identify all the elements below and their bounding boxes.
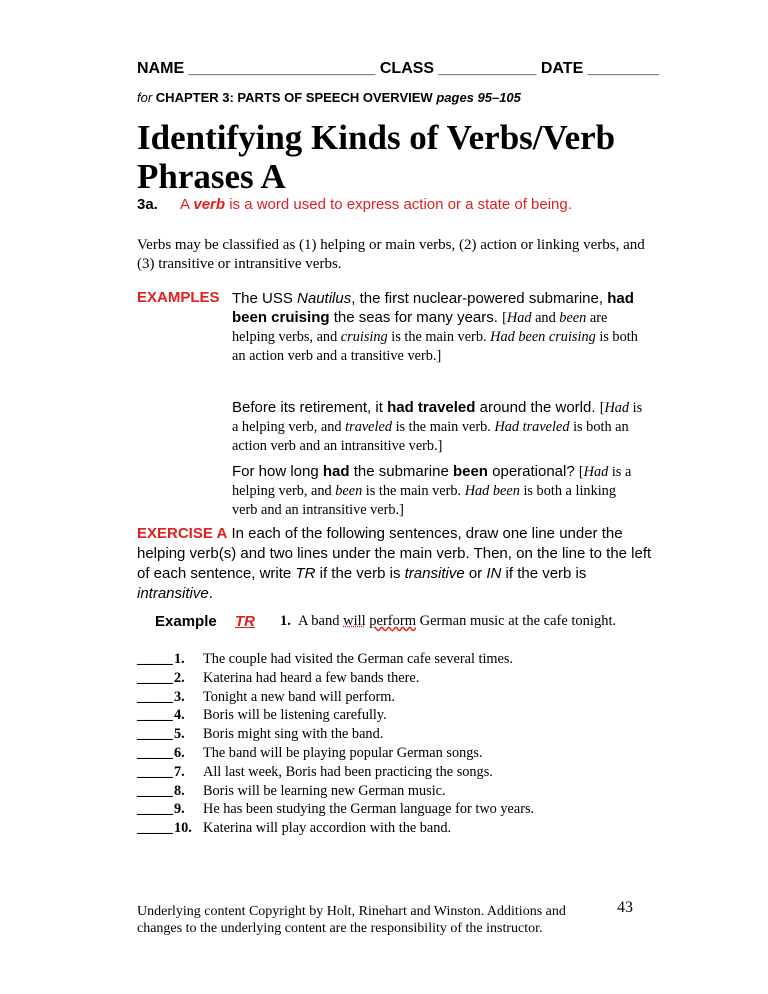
ex2-e3: is a helping verb, and <box>232 400 643 435</box>
page-title: Identifying Kinds of Verbs/Verb Phrases A <box>137 118 616 196</box>
ex2-e2: Had <box>604 400 630 416</box>
item-text: Katerina had heard a few bands there. <box>203 669 420 686</box>
chapter-line <box>137 90 521 105</box>
page-number: 43 <box>617 899 633 916</box>
example-1 <box>232 289 644 366</box>
ex3-e4: been <box>335 483 363 499</box>
item-number: 1. <box>174 651 185 667</box>
exercise-instructions <box>137 524 653 604</box>
item-number: 4. <box>174 707 185 724</box>
example-pre: A band <box>298 613 344 629</box>
list-item <box>137 745 657 764</box>
rule-statement <box>180 196 572 213</box>
exercise-t4: if the verb is <box>501 565 587 582</box>
ex1-e3: and <box>531 310 560 326</box>
example-2 <box>232 398 644 456</box>
example-label: Example <box>155 613 217 630</box>
ex1-text-c: the seas for many years. <box>329 309 503 326</box>
item-text: All last week, Boris had been practicing the songs. <box>203 763 493 780</box>
example-sentence <box>298 613 616 630</box>
answer-blank[interactable]: _____ <box>137 688 173 705</box>
ex3-e7: is both a linking verb and an intransitive verb.] <box>232 483 616 518</box>
ex1-ship: Nautilus <box>297 290 352 307</box>
ex1-e1: [ <box>502 310 507 326</box>
answer-blank[interactable]: _____ <box>137 820 173 837</box>
rule-post: is a word used to express action or a state of being. <box>225 196 572 213</box>
ex2-e6: Had traveled <box>494 419 570 435</box>
header-fields: NAME _____________________ CLASS ___________ DATE ________ <box>137 60 659 77</box>
exercise-t3: or <box>464 565 487 582</box>
rule-pre: A <box>180 196 194 213</box>
ex1-e7: is the main verb. <box>387 329 491 345</box>
example-main-verb: perform <box>369 613 416 629</box>
ex2-e7: is both an action verb and an intransitive verb.] <box>232 419 629 454</box>
item-number: 8. <box>174 782 185 799</box>
exercise-in: IN <box>486 565 502 582</box>
ex3-text-b: the submarine <box>349 463 453 480</box>
item-number: 9. <box>174 801 185 818</box>
list-item <box>137 764 657 783</box>
exercise-label: EXERCISE A <box>137 525 228 542</box>
ex2-e5: is the main verb. <box>392 419 495 435</box>
item-text: The band will be playing popular German songs. <box>203 744 483 761</box>
list-item <box>137 726 657 745</box>
answer-blank[interactable]: _____ <box>137 726 173 743</box>
ex1-text-a: The USS <box>232 290 298 307</box>
exercise-transitive: transitive <box>404 565 465 582</box>
ex1-e5: are helping verbs, and <box>232 310 608 345</box>
chapter-name: CHAPTER 3: PARTS OF SPEECH OVERVIEW <box>155 90 433 105</box>
examples-label: EXAMPLES <box>137 289 220 306</box>
answer-blank[interactable]: _____ <box>137 707 173 724</box>
ex3-e6: Had been <box>464 483 520 499</box>
exercise-t2: if the verb is <box>315 565 405 582</box>
exercise-items <box>137 651 657 839</box>
example-3 <box>232 462 644 520</box>
ex3-text-c: operational? <box>487 463 579 480</box>
item-text: Boris might sing with the band. <box>203 726 384 743</box>
exercise-intransitive: intransitive <box>137 585 209 602</box>
ex3-e3: is a helping verb, and <box>232 464 632 499</box>
item-number: 10. <box>174 820 192 837</box>
ex3-e1: [ <box>578 464 584 480</box>
ex2-text-a: Before its retirement, it <box>232 399 388 416</box>
list-item <box>137 707 657 726</box>
example-3-sentence <box>232 463 579 480</box>
ex2-text-b: around the world. <box>475 399 600 416</box>
answer-blank[interactable]: _____ <box>137 669 173 686</box>
answer-blank[interactable]: _____ <box>137 744 173 761</box>
example-row <box>155 613 655 635</box>
item-text: He has been studying the German language for two years. <box>203 801 535 818</box>
copyright-footer: Underlying content Copyright by Holt, Rinehart and Winston. Additions and changes to the underlying content are the responsibility of the instructor. <box>137 904 566 936</box>
ex3-verb-2: been <box>452 463 488 480</box>
ex1-verb: had been cruising <box>232 290 634 326</box>
ex3-verb-1: had <box>322 463 350 480</box>
item-number: 7. <box>174 763 185 780</box>
ex3-e2: Had <box>583 464 609 480</box>
example-post: German music at the cafe tonight. <box>416 613 617 629</box>
exercise-t1: In each of the following sentences, draw one line under the helping verb(s) and two lines under the main verb. Then, on the line to the left of each sentence, write <box>137 525 652 582</box>
answer-blank[interactable]: _____ <box>137 651 173 667</box>
example-number: 1. <box>280 613 291 629</box>
list-item <box>137 820 657 839</box>
item-text: Katerina will play accordion with the band. <box>203 820 452 837</box>
example-helping-verb: will <box>343 613 366 629</box>
ex2-verb: had traveled <box>387 399 476 416</box>
ex1-text-b: , the first nuclear-powered submarine, <box>351 290 608 307</box>
list-item <box>137 801 657 820</box>
ex1-e6: cruising <box>340 329 388 345</box>
list-item <box>137 783 657 802</box>
ex1-e2: Had <box>506 310 532 326</box>
for-prefix: for <box>137 90 153 105</box>
example-answer: TR <box>235 613 255 630</box>
item-text: Boris will be listening carefully. <box>203 707 387 724</box>
intro-paragraph: Verbs may be classified as (1) helping or main verbs, (2) action or linking verbs, and (3) transitive or intransitive verbs. <box>137 237 645 272</box>
page-range: pages 95–105 <box>436 90 521 105</box>
item-number: 6. <box>174 744 185 761</box>
item-number: 2. <box>174 669 185 686</box>
ex1-e4: been <box>559 310 587 326</box>
item-text: Tonight a new band will perform. <box>203 688 395 705</box>
exercise-t5: . <box>208 585 213 602</box>
answer-blank[interactable]: _____ <box>137 763 173 780</box>
rule-number: 3a. <box>137 196 158 213</box>
list-item <box>137 689 657 708</box>
example-2-sentence <box>232 399 600 416</box>
ex2-e1: [ <box>599 400 605 416</box>
answer-blank[interactable]: _____ <box>137 801 173 818</box>
list-item <box>137 651 657 670</box>
ex3-text-a: For how long <box>232 463 323 480</box>
list-item <box>137 670 657 689</box>
item-text: Boris will be learning new German music. <box>203 782 446 799</box>
ex2-e4: traveled <box>345 419 392 435</box>
exercise-tr: TR <box>295 565 316 582</box>
rule-term: verb <box>193 196 226 213</box>
ex3-e5: is the main verb. <box>362 483 465 499</box>
item-number: 3. <box>174 688 185 705</box>
item-text: The couple had visited the German cafe several times. <box>203 651 514 667</box>
ex1-e8: Had been cruising <box>490 329 596 345</box>
ex1-e9: is both an action verb and a transitive verb.] <box>232 329 638 364</box>
item-number: 5. <box>174 726 185 743</box>
answer-blank[interactable]: _____ <box>137 782 173 799</box>
